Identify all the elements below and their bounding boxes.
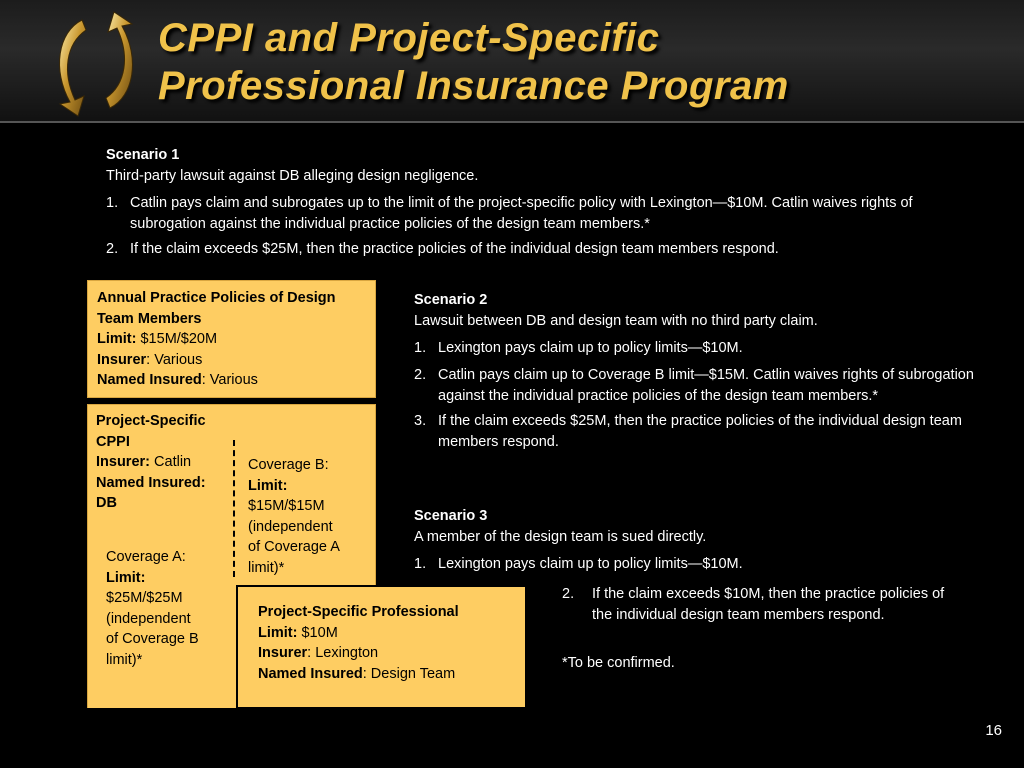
scenario-2-heading: Scenario 2 <box>414 292 488 308</box>
coverage-a-label: Coverage A: <box>106 549 186 565</box>
scenario-1-heading: Scenario 1 <box>106 147 180 163</box>
insurer-value: : Various <box>146 351 203 368</box>
scenario-2-description: Lawsuit between DB and design team with no third party claim. <box>414 313 818 329</box>
insurer-label: Insurer <box>97 351 147 368</box>
named-insured-label: Named Insured <box>258 665 363 682</box>
limit-label: Limit: <box>258 624 298 641</box>
list-number: 1. <box>414 556 427 572</box>
list-text: Catlin pays claim up to Coverage B limit—$15M. Catlin waives rights of subrogation against the individual practice policies of the design team members.* <box>438 367 974 404</box>
list-number: 1. <box>414 340 427 356</box>
list-item <box>106 239 946 260</box>
header-divider <box>0 121 1024 123</box>
project-specific-professional-box <box>236 585 527 709</box>
coverage-b-note: limit)* <box>248 559 285 576</box>
list-item <box>414 554 984 575</box>
list-text: If the claim exceeds $25M, then the practice policies of the individual design team members respond. <box>438 413 962 450</box>
coverage-b-limit: $15M/$15M <box>248 498 325 514</box>
scenario-3-heading: Scenario 3 <box>414 508 488 524</box>
page-number: 16 <box>985 722 1002 739</box>
box-title: Project-Specific Professional <box>258 604 459 620</box>
coverage-b <box>248 455 373 578</box>
limit-value: $15M/$20M <box>136 331 218 347</box>
coverage-a-limit-label: Limit: <box>106 569 146 586</box>
scenario-2 <box>414 290 984 453</box>
insurer-value: Catlin <box>150 454 192 470</box>
list-text: Catlin pays claim and subrogates up to the limit of the project-specific policy with Lexington—$10M. Catlin waives rights of subrogation against the individual practice policies of the design team members.* <box>130 195 913 232</box>
list-item <box>414 411 984 453</box>
list-item <box>106 193 946 235</box>
coverage-b-note: (independent <box>248 518 333 535</box>
list-number: 1. <box>106 195 119 211</box>
limit-label: Limit: <box>97 331 137 347</box>
page-title <box>158 14 789 110</box>
list-number: 2. <box>562 586 575 602</box>
named-insured-value: : Various <box>201 372 258 388</box>
coverage-a <box>106 547 231 670</box>
scenario-3 <box>414 506 984 575</box>
box-title: Project-Specific CPPI <box>96 413 206 450</box>
coverage-a-note: limit)* <box>106 651 143 668</box>
insurer-value: : Lexington <box>307 645 379 661</box>
list-item <box>414 365 984 407</box>
coverage-b-limit-label: Limit: <box>248 477 288 494</box>
coverage-a-limit: $25M/$25M <box>106 590 183 606</box>
list-text: If the claim exceeds $10M, then the practice policies of the individual design team members respond. <box>592 586 945 623</box>
scenario-3-item-2 <box>562 584 962 626</box>
coverage-b-note: of Coverage A <box>248 539 340 555</box>
named-insured-value: : Design Team <box>362 665 456 682</box>
annual-practice-policies-box <box>87 280 376 398</box>
title-line-1: CPPI and Project-Specific <box>158 16 660 60</box>
scenario-1-description: Third-party lawsuit against DB alleging design negligence. <box>106 168 479 184</box>
list-number: 3. <box>414 413 427 429</box>
box-title: Annual Practice Policies of Design Team Members <box>97 290 336 327</box>
list-text: Lexington pays claim up to policy limits—$10M. <box>438 340 743 356</box>
cppi-box-content <box>96 411 236 514</box>
insurer-label: Insurer <box>258 645 308 661</box>
list-text: Lexington pays claim up to policy limits—$10M. <box>438 556 743 572</box>
coverage-a-note: of Coverage B <box>106 631 199 647</box>
list-number: 2. <box>414 367 427 383</box>
gold-circular-arrows-icon <box>44 10 148 118</box>
insurer-label: Insurer: <box>96 454 150 470</box>
coverage-b-label: Coverage B: <box>248 457 329 473</box>
footnote: *To be confirmed. <box>562 655 675 671</box>
named-insured-label: Named Insured: <box>96 474 206 491</box>
named-insured-value: DB <box>96 495 117 511</box>
named-insured-label: Named Insured <box>97 372 202 388</box>
limit-value: $10M <box>297 624 338 641</box>
scenario-3-description: A member of the design team is sued directly. <box>414 529 707 545</box>
coverage-a-note: (independent <box>106 610 191 627</box>
scenario-1 <box>106 145 946 260</box>
list-text: If the claim exceeds $25M, then the practice policies of the individual design team members respond. <box>130 241 779 257</box>
coverage-divider <box>233 440 235 577</box>
list-number: 2. <box>106 241 119 257</box>
list-item <box>414 338 984 359</box>
title-line-2: Professional Insurance Program <box>158 64 789 108</box>
